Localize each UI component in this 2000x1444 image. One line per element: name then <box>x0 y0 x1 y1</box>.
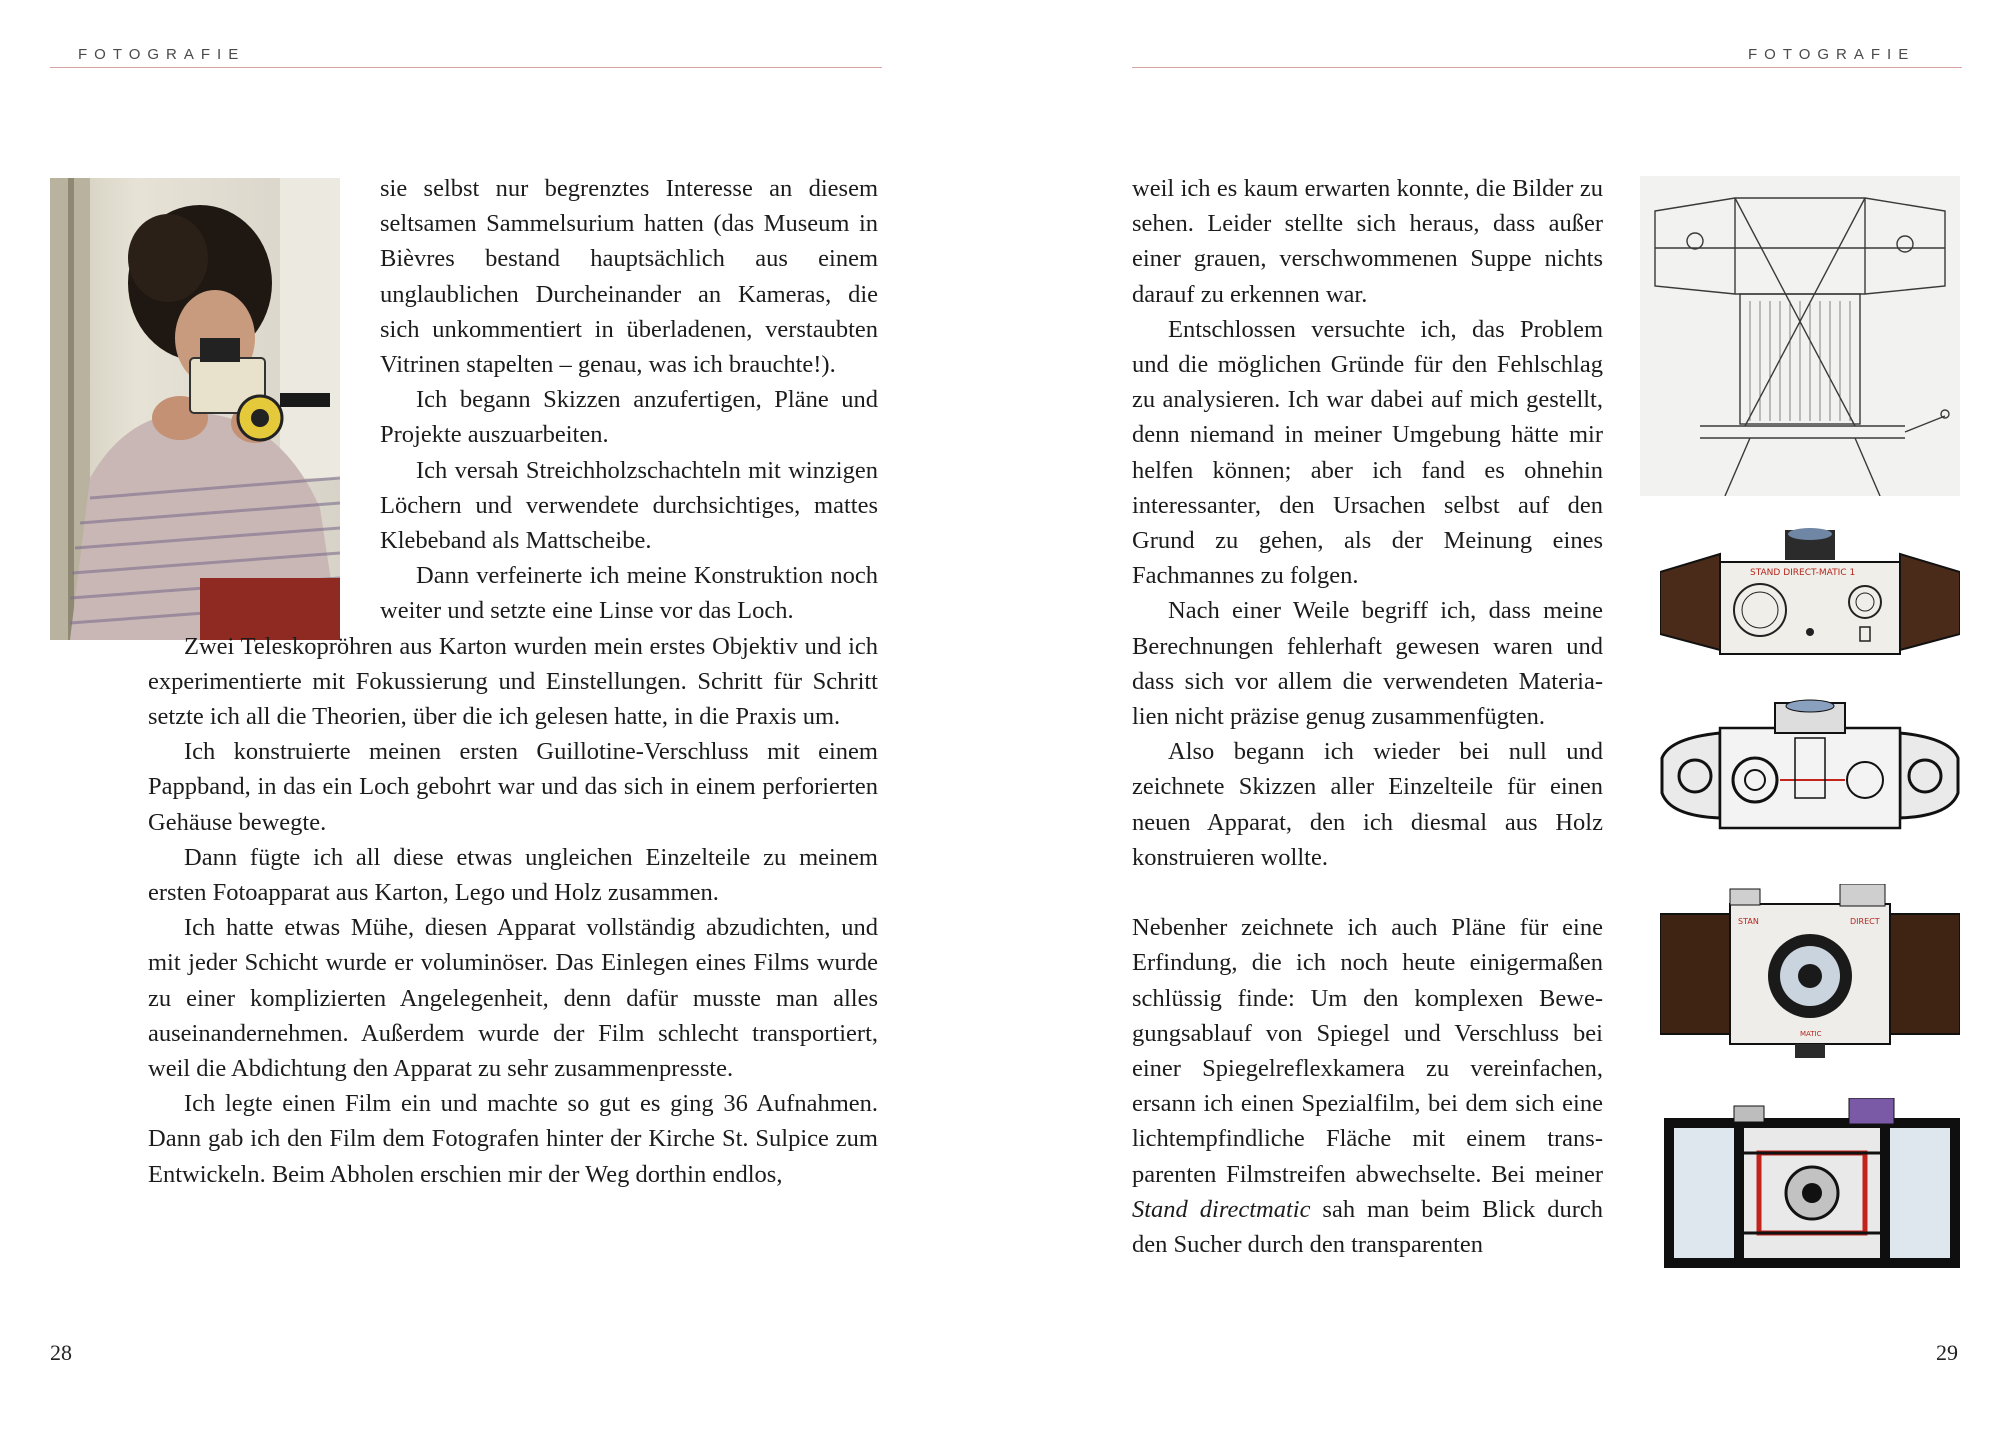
sketch-camera-cross-section <box>1664 1098 1960 1278</box>
paragraph: Dann fügte ich all diese etwas ungleichen Einzelteile zu meinem ersten Fotoapparat aus Karton, Lego und Holz zusammen. <box>148 843 878 907</box>
right-page-number: 29 <box>1936 1340 1958 1365</box>
paragraph <box>1132 910 1603 1262</box>
camera-mechanism-icon <box>1660 698 1960 838</box>
sketch-camera-schematic <box>1640 176 1960 496</box>
sketch-label: STAND DIRECT-MATIC 1 <box>1750 568 1856 578</box>
paragraph: Ich konstruierte meinen ersten Guillotine-Verschluss mit einem Pappband, in das ein Loch gebohrt war und das sich in einem perforierten Gehäuse bewegte. <box>148 738 878 836</box>
left-header-rule <box>50 67 882 68</box>
right-header-rule <box>1132 67 1962 68</box>
paragraph: Ich begann Skizzen anzufertigen, Pläne und Projekte auszuarbeiten. <box>380 386 878 449</box>
text-run: sah man beim Blick durch den Sucher durch den transparenten <box>1132 1195 1603 1259</box>
sketch-label: MATIC <box>1800 1030 1822 1038</box>
camera-front-brown-icon <box>1660 522 1960 662</box>
left-page-number: 28 <box>50 1340 72 1365</box>
sketch-label: STAN <box>1738 917 1759 926</box>
sketch-camera-front-brown <box>1660 522 1960 662</box>
text-run: Nebenher zeichnete ich auch Pläne für eine Erfindung, die ich noch heute einigermaßen schlüssig finde: Um den komplexen Bewegungsablauf von Spiegel und Verschluss bei einer Spiegelreflexkamera zu vereinfachen, ersann ich einen Spezialfilm, bei dem sich eine lichtempfindliche Fläche mit einem transparenten Filmstreifen abwechselte. Bei meiner <box>1132 914 1603 1188</box>
paragraph: Nach einer Weile begriff ich, dass meine Berechnungen fehlerhaft gewesen waren und dass sich vor allem die verwendeten Materialien nicht präzise genug zusammenfügten. <box>1132 597 1603 731</box>
right-body-text <box>1132 171 1603 1262</box>
product-name-italic: Stand directmatic <box>1132 1195 1311 1223</box>
sketch-label: DIRECT <box>1850 917 1880 926</box>
camera-front-lens-icon <box>1660 884 1960 1064</box>
left-body-text <box>148 171 878 1192</box>
paragraph: sie selbst nur begrenztes Interesse an diesem seltsamen Sammelsurium hatten (das Museum in Bièvres bestand hauptsächlich aus einem unglaublichen Durcheinander an Kameras, die sich unkommentiert in überladenen, verstaubten Vitrinen stapelten – genau, was ich brauchte!). <box>380 175 878 379</box>
camera-cross-section-icon <box>1664 1098 1960 1278</box>
sketch-camera-mechanism <box>1660 698 1960 838</box>
paragraph: Ich legte einen Film ein und machte so gut es ging 36 Aufnahmen. Dann gab ich den Film dem Fotografen hinter der Kirche St. Sulpice zum Entwickeln. Beim Abholen erschien mir der Weg dorthin endlos, <box>148 1090 878 1188</box>
paragraph: Also begann ich wieder bei null und zeichnete Skizzen aller Einzelteile für einen neuen Apparat, den ich diesmal aus Holz konstruieren wollte. <box>1132 738 1603 871</box>
sketch-camera-front-lens <box>1660 884 1960 1064</box>
paragraph: Dann verfeinerte ich meine Konstruktion noch weiter und setzte eine Linse vor das Loch. <box>380 562 878 625</box>
paragraph: Ich versah Streichholzschachteln mit winzigen Löchern und verwendete durchsichtiges, mattes Klebeband als Mattscheibe. <box>380 456 878 555</box>
paragraph: Entschlossen versuchte ich, das Problem und die möglichen Gründe für den Fehlschlag zu analysieren. Ich war dabei auf mich gestellt, denn niemand in meiner Umgebung hätte mir helfen können; aber ich fand es ohnehin interessanter, den Ursachen selbst auf den Grund zu gehen, als der Meinung eines Fachmannes zu folgen. <box>1132 315 1603 590</box>
paragraph: Zwei Teleskopröhren aus Karton wurden mein erstes Objektiv und ich experimentierte mit Fokussierung und Einstellungen. Schritt für Schritt setzte ich all die Theorien, über die ich gelesen hatte, in die Praxis um. <box>148 632 878 731</box>
camera-schematic-icon <box>1640 176 1960 496</box>
paragraph: Ich hatte etwas Mühe, diesen Apparat vollständig abzudichten, und mit jeder Schicht wurde er voluminöser. Das Einlegen eines Films wurde zu einer komplizierten Angelegenheit, denn dafür musste man alles auseinandernehmen. Außerdem wurde der Film schlecht transportiert, weil die Abdichtung den Apparat zu sehr zusammenpresste. <box>148 914 878 1083</box>
right-running-head: FOTOGRAFIE <box>1748 46 1916 63</box>
left-running-head: FOTOGRAFIE <box>78 46 246 63</box>
paragraph: weil ich es kaum erwarten konnte, die Bilder zu sehen. Leider stellte sich heraus, dass außer einer grauen, verschwommenen Suppe nichts darauf zu erkennen war. <box>1132 175 1603 308</box>
